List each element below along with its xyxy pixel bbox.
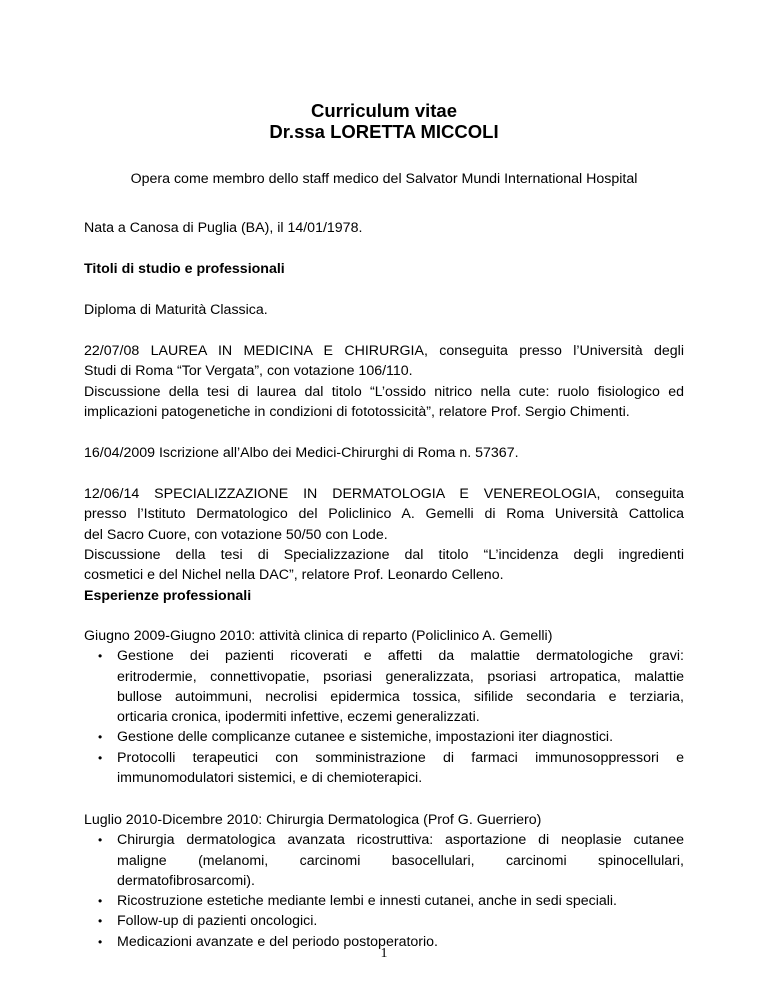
experience-1 bbox=[84, 626, 684, 788]
list-item: • Medicazioni avanzate e del periodo postoperatorio. bbox=[84, 932, 684, 952]
experience-1-heading: Giugno 2009-Giugno 2010: attività clinica di reparto (Policlinico A. Gemelli) bbox=[84, 628, 553, 644]
specializzazione-paragraph bbox=[84, 484, 684, 585]
bullet-icon: • bbox=[98, 750, 103, 765]
bullet-icon: • bbox=[98, 833, 103, 848]
spec-line-3: del Sacro Cuore, con votazione 50/50 con Lode. bbox=[84, 526, 388, 543]
spec-line-5: cosmetici e del Nichel nella DAC”, relatore Prof. Leonardo Celleno. bbox=[84, 567, 504, 584]
list-item: • Protocolli terapeutici con somministrazione di farmaci immunosoppressori e immunomodulatori sistemici, e di chemioterapici. bbox=[98, 749, 684, 787]
laurea-line-4: implicazioni patogenetiche in condizioni di fototossicità”, relatore Prof. Sergio Chimenti. bbox=[84, 403, 630, 420]
laurea-line-3: Discussione della tesi di laurea dal titolo “L’ossido nitrico nella cute: ruolo fisiologico ed bbox=[84, 383, 684, 400]
bullet-icon: • bbox=[98, 894, 103, 909]
experience-2-list bbox=[84, 830, 684, 952]
list-item: • Ricostruzione estetiche mediante lembi e innesti cutanei, anche in sedi speciali. bbox=[84, 891, 684, 911]
section-heading-studies: Titoli di studio e professionali bbox=[84, 261, 285, 277]
bullet-icon: • bbox=[98, 730, 103, 745]
cv-title: Curriculum vitae bbox=[311, 100, 457, 121]
list-item: • Follow-up di pazienti oncologici. bbox=[84, 911, 684, 931]
list-item: • Chirurgia dermatologica avanzata ricostruttiva: asportazione di neoplasie cutanee maligne (melanomi, carcinomi basocellulari, carcinomi spinocellulari, dermatofibrosarcomi). bbox=[98, 832, 684, 889]
birth-info: Nata a Canosa di Puglia (BA), il 14/01/1978. bbox=[84, 220, 363, 236]
spec-line-4: Discussione della tesi di Specializzazione dal titolo “L’incidenza degli ingredienti bbox=[84, 546, 684, 563]
spec-line-1: 12/06/14 SPECIALIZZAZIONE IN DERMATOLOGIA E VENEREOLOGIA, conseguita bbox=[84, 486, 684, 502]
bullet-icon: • bbox=[98, 914, 103, 929]
list-item: • Gestione dei pazienti ricoverati e affetti da malattie dermatologiche gravi: eritrodermie, connettivopatie, psoriasi generalizzata, psoriasi artropatica, malattie bullose autoimmuni, necrolisi epidermica tossica, sifilide secondaria e terziaria, orticaria cronica, ipodermiti infettive, eczemi generalizzati. bbox=[98, 648, 684, 726]
list-item: • Gestione delle complicanze cutanee e sistemiche, impostazioni iter diagnostici. bbox=[84, 727, 684, 747]
page-number: 1 bbox=[380, 946, 388, 961]
spec-line-2: presso l’Istituto Dermatologico del Policlinico A. Gemelli di Roma Università Cattolica bbox=[84, 506, 684, 523]
albo-line: 16/04/2009 Iscrizione all’Albo dei Medici-Chirurghi di Roma n. 57367. bbox=[84, 445, 519, 461]
bullet-icon: • bbox=[98, 934, 103, 949]
cv-name: Dr.ssa LORETTA MICCOLI bbox=[269, 121, 499, 142]
laurea-line-1: 22/07/08 LAUREA IN MEDICINA E CHIRURGIA, conseguita presso l’Università degli bbox=[84, 343, 684, 359]
experience-2 bbox=[84, 810, 684, 952]
section-heading-experience: Esperienze professionali bbox=[84, 588, 252, 604]
experience-1-list bbox=[84, 646, 684, 788]
diploma-line: Diploma di Maturità Classica. bbox=[84, 302, 268, 318]
bullet-icon: • bbox=[98, 649, 103, 664]
laurea-paragraph bbox=[84, 341, 684, 422]
intro-line: Opera come membro dello staff medico del Salvator Mundi International Hospital bbox=[130, 171, 638, 187]
laurea-line-2: Studi di Roma “Tor Vergata”, con votazione 106/110. bbox=[84, 363, 413, 380]
experience-2-heading: Luglio 2010-Dicembre 2010: Chirurgia Dermatologica (Prof G. Guerriero) bbox=[84, 812, 542, 828]
